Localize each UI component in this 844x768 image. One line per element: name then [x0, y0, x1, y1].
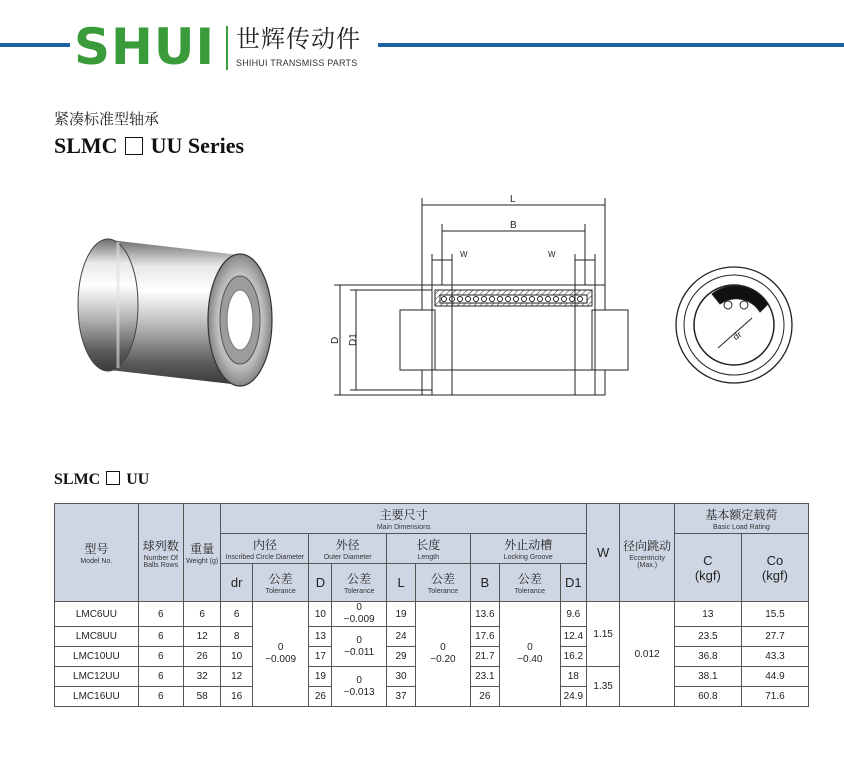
- header-dr-tolerance: 公差 Tolerance: [252, 564, 309, 602]
- cell-B: 13.6: [470, 602, 499, 627]
- cell-balls: 6: [138, 687, 183, 707]
- cell-C: 13: [674, 602, 741, 627]
- header-w: W: [586, 504, 620, 602]
- cell-Co: 15.5: [741, 602, 808, 627]
- header-model: 型号 Model No.: [55, 504, 139, 602]
- header-length: 长度 Length: [386, 534, 470, 564]
- cell-weight: 26: [183, 647, 221, 667]
- header-balls: 球列数 Number Of Balls Rows: [138, 504, 183, 602]
- cell-D1: 24.9: [560, 687, 586, 707]
- cell-dr: 8: [221, 627, 252, 647]
- header-inner-diameter: 内径 Inscribed Circle Diameter: [221, 534, 309, 564]
- company-name-cn: 世辉传动件: [236, 26, 361, 53]
- header-rule-right: [378, 43, 844, 47]
- cell-L: 19: [386, 602, 415, 627]
- cell-dr: 12: [221, 667, 252, 687]
- cell-dr: 16: [221, 687, 252, 707]
- cell-D: 13: [309, 627, 332, 647]
- cell-D-tolerance: 0 −0.011: [332, 627, 386, 667]
- cell-D-tolerance: 0 −0.009: [332, 602, 386, 627]
- cell-D: 17: [309, 647, 332, 667]
- cell-model: LMC16UU: [55, 687, 139, 707]
- table-title-prefix: SLMC: [54, 471, 101, 488]
- cell-weight: 58: [183, 687, 221, 707]
- cell-D1: 9.6: [560, 602, 586, 627]
- header-C: C (kgf): [674, 534, 741, 602]
- cell-weight: 32: [183, 667, 221, 687]
- cell-weight: 12: [183, 627, 221, 647]
- cell-weight: 6: [183, 602, 221, 627]
- series-prefix: SLMC: [54, 133, 118, 158]
- cell-w: 1.15: [586, 602, 620, 667]
- header-eccentricity: 径向跳动 Eccentricity (Max.): [620, 504, 674, 602]
- cell-balls: 6: [138, 667, 183, 687]
- header-D-tolerance: 公差 Tolerance: [332, 564, 386, 602]
- logo-separator: [226, 26, 228, 70]
- cell-L-tolerance: 0 −0.20: [416, 602, 470, 707]
- cell-C: 60.8: [674, 687, 741, 707]
- header-Co: Co (kgf): [741, 534, 808, 602]
- cell-eccentricity: 0.012: [620, 602, 674, 707]
- cell-B: 26: [470, 687, 499, 707]
- dim-label-L: L: [510, 194, 516, 205]
- dim-label-W2: W: [548, 250, 556, 259]
- company-logo: [74, 18, 374, 78]
- cell-D-tolerance: 0 −0.013: [332, 667, 386, 707]
- cell-D1: 18: [560, 667, 586, 687]
- header-main-dimensions: 主要尺寸 Main Dimensions: [221, 504, 586, 534]
- table-row: [55, 602, 809, 627]
- bearing-drawings: [0, 180, 844, 430]
- cell-B: 23.1: [470, 667, 499, 687]
- bearing-section-drawing: [334, 198, 628, 395]
- company-name-en: SHIHUI TRANSMISS PARTS: [236, 58, 358, 68]
- dim-label-B: B: [510, 220, 517, 231]
- cell-Co: 71.6: [741, 687, 808, 707]
- cell-balls: 6: [138, 647, 183, 667]
- cell-model: LMC6UU: [55, 602, 139, 627]
- cell-Co: 44.9: [741, 667, 808, 687]
- cell-L: 29: [386, 647, 415, 667]
- cell-w: 1.35: [586, 667, 620, 707]
- cell-D: 10: [309, 602, 332, 627]
- cell-C: 23.5: [674, 627, 741, 647]
- dim-label-D: D: [330, 336, 341, 344]
- header-B-tolerance: 公差 Tolerance: [499, 564, 560, 602]
- header-L: L: [386, 564, 415, 602]
- cell-L: 24: [386, 627, 415, 647]
- header-L-tolerance: 公差 Tolerance: [416, 564, 470, 602]
- bearing-end-view: [676, 267, 792, 383]
- cell-dr-tolerance: 0 −0.009: [252, 602, 309, 707]
- cell-C: 38.1: [674, 667, 741, 687]
- cell-D: 19: [309, 667, 332, 687]
- cell-balls: 6: [138, 602, 183, 627]
- bearing-photo: [78, 239, 272, 386]
- cell-C: 36.8: [674, 647, 741, 667]
- placeholder-box-icon: [106, 471, 120, 485]
- table-title: [54, 471, 149, 489]
- cell-model: LMC10UU: [55, 647, 139, 667]
- cell-dr: 6: [221, 602, 252, 627]
- header-weight: 重量 Weight (g): [183, 504, 221, 602]
- header-D: D: [309, 564, 332, 602]
- cell-L: 37: [386, 687, 415, 707]
- header-dr: dr: [221, 564, 252, 602]
- page-title-cn: 紧凑标准型轴承: [54, 111, 160, 128]
- header-D1: D1: [560, 564, 586, 602]
- series-suffix: UU Series: [150, 133, 245, 158]
- cell-Co: 43.3: [741, 647, 808, 667]
- table-title-suffix: UU: [126, 471, 150, 488]
- header-locking-groove: 外止动槽 Locking Groove: [470, 534, 586, 564]
- cell-balls: 6: [138, 627, 183, 647]
- header-load-rating: 基本额定载荷 Basic Load Rating: [674, 504, 808, 534]
- spec-table: [54, 503, 809, 707]
- header-rule-left: [0, 43, 70, 47]
- header-B: B: [470, 564, 499, 602]
- cell-model: LMC12UU: [55, 667, 139, 687]
- logo-wordmark: SHUI: [74, 18, 216, 76]
- dim-label-D1: D1: [348, 333, 359, 346]
- cell-D1: 16.2: [560, 647, 586, 667]
- header-outer-diameter: 外径 Outer Diameter: [309, 534, 386, 564]
- placeholder-box-icon: [125, 137, 143, 155]
- cell-L: 30: [386, 667, 415, 687]
- cell-D1: 12.4: [560, 627, 586, 647]
- cell-Co: 27.7: [741, 627, 808, 647]
- dim-label-dr: dr: [731, 329, 744, 342]
- page-title-en: [54, 133, 244, 159]
- cell-model: LMC8UU: [55, 627, 139, 647]
- cell-dr: 10: [221, 647, 252, 667]
- cell-D: 26: [309, 687, 332, 707]
- cell-B-tolerance: 0 −0.40: [499, 602, 560, 707]
- cell-B: 21.7: [470, 647, 499, 667]
- cell-B: 17.6: [470, 627, 499, 647]
- dim-label-W1: W: [460, 250, 468, 259]
